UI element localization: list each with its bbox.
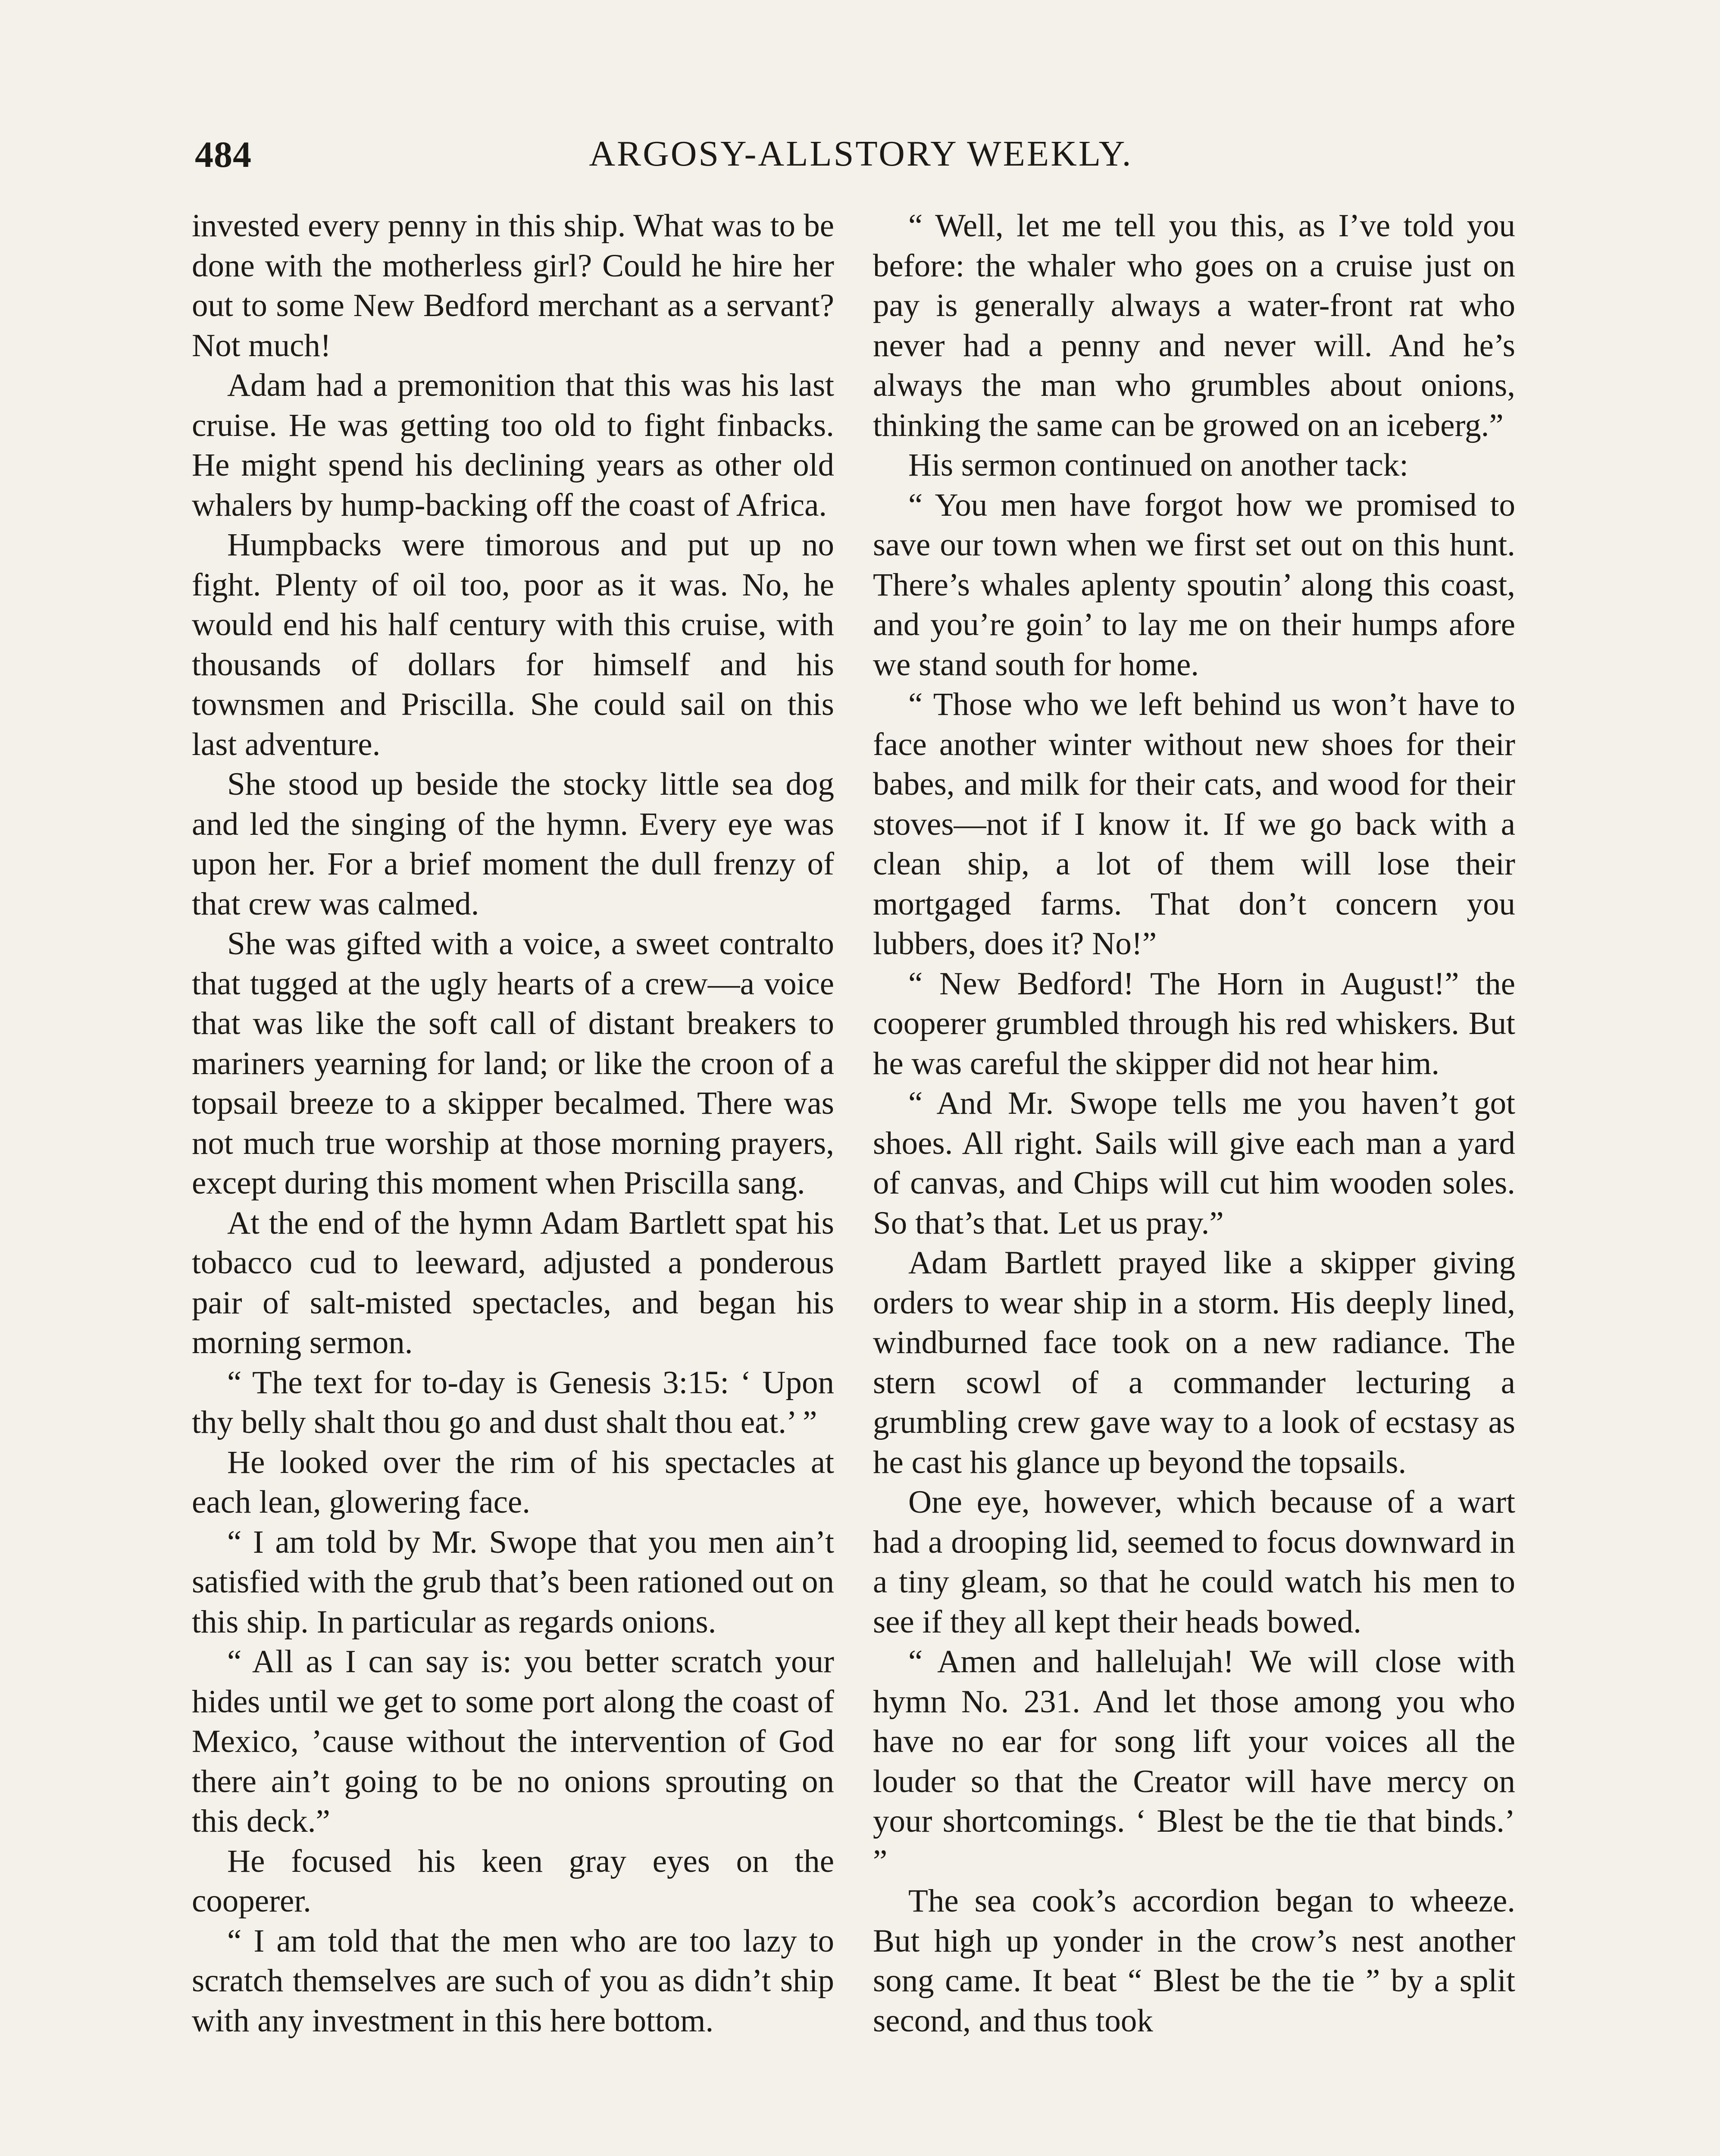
paragraph: “ New Bedford! The Horn in August!” the cooperer grumbled through his red whiskers. But he was careful the skipper did not hear him.	[873, 965, 1515, 1081]
running-head: ARGOSY-ALLSTORY WEEKLY.	[589, 134, 1133, 174]
paragraph: “ Well, let me tell you this, as I’ve told you before: the whaler who goes on a cruise just on pay is generally always a water-front rat who never had a penny and never will. And he’s always the man who grumbles about onions, thinking the same can be growed on an iceberg.”	[873, 208, 1515, 443]
page-number: 484	[195, 134, 252, 175]
paragraph: “ Amen and hallelujah! We will close with hymn No. 231. And let those among you who have no ear for song lift your voices all the louder so that the Creator will have mercy on your shortcomings. ‘ Blest be the tie that binds.’ ”	[873, 1644, 1515, 1879]
paragraph: He looked over the rim of his spectacles at each lean, glowering face.	[192, 1444, 834, 1520]
left-column	[192, 206, 834, 2041]
paragraph: “ I am told by Mr. Swope that you men ain’t satisfied with the grub that’s been rationed out on this ship. In particular as regards onions.	[192, 1524, 834, 1640]
paragraph: She stood up beside the stocky little sea dog and led the singing of the hymn. Every eye was upon her. For a brief moment the dull frenzy of that crew was calmed.	[192, 766, 834, 922]
paragraph: invested every penny in this ship. What was to be done with the motherless girl? Could he hire her out to some New Bedford merchant as a servant? Not much!	[192, 208, 834, 364]
paragraph: “ I am told that the men who are too lazy to scratch themselves are such of you as didn’t ship with any investment in this here bottom.	[192, 1923, 834, 2039]
paragraph: “ The text for to-day is Genesis 3:15: ‘ Upon thy belly shalt thou go and dust shalt thou eat.’ ”	[192, 1364, 834, 1440]
paragraph: “ All as I can say is: you better scratch your hides until we get to some port along the coast of Mexico, ’cause without the intervention of God there ain’t going to be no onions sprouting on this deck.”	[192, 1644, 834, 1839]
right-column	[873, 206, 1515, 2041]
paragraph: “ You men have forgot how we promised to save our town when we first set out on this hunt. There’s whales aplenty spoutin’ along this coast, and you’re goin’ to lay me on their humps afore we stand south for home.	[873, 487, 1515, 683]
paragraph: The sea cook’s accordion began to wheeze. But high up yonder in the crow’s nest another song came. It beat “ Blest be the tie ” by a split second, and thus took	[873, 1883, 1515, 2039]
paragraph: “ And Mr. Swope tells me you haven’t got shoes. All right. Sails will give each man a yard of canvas, and Chips will cut him wooden soles. So that’s that. Let us pray.”	[873, 1085, 1515, 1241]
paragraph: One eye, however, which because of a wart had a drooping lid, seemed to focus downward in a tiny gleam, so that he could watch his men to see if they all kept their heads bowed.	[873, 1484, 1515, 1640]
paragraph: At the end of the hymn Adam Bartlett spat his tobacco cud to leeward, adjusted a ponderous pair of salt-misted spectacles, and began his morning sermon.	[192, 1205, 834, 1360]
paragraph: Humpbacks were timorous and put up no fight. Plenty of oil too, poor as it was. No, he would end his half century with this cruise, with thousands of dollars for himself and his townsmen and Priscilla. She could sail on this last adventure.	[192, 527, 834, 762]
paragraph: Adam Bartlett prayed like a skipper giving orders to wear ship in a storm. His deeply lined, windburned face took on a new radiance. The stern scowl of a commander lecturing a grumbling crew gave way to a look of ecstasy as he cast his glance up beyond the topsails.	[873, 1245, 1515, 1480]
paragraph: “ Those who we left behind us won’t have to face another winter without new shoes for their babes, and milk for their cats, and wood for their stoves—not if I know it. If we go back with a clean ship, a lot of them will lose their mortgaged farms. That don’t concern you lubbers, does it? No!”	[873, 686, 1515, 962]
paragraph: Adam had a premonition that this was his last cruise. He was getting too old to fight finbacks. He might spend his declining years as other old whalers by hump-backing off the coast of Africa.	[192, 367, 834, 523]
page-header	[195, 133, 1527, 180]
paragraph: His sermon continued on another tack:	[908, 447, 1409, 483]
paragraph: He focused his keen gray eyes on the cooperer.	[192, 1843, 834, 1919]
paragraph: She was gifted with a voice, a sweet contralto that tugged at the ugly hearts of a crew—a voice that was like the soft call of distant breakers to mariners yearning for land; or like the croon of a topsail breeze to a skipper becalmed. There was not much true worship at those morning prayers, except during this moment when Priscilla sang.	[192, 926, 834, 1201]
